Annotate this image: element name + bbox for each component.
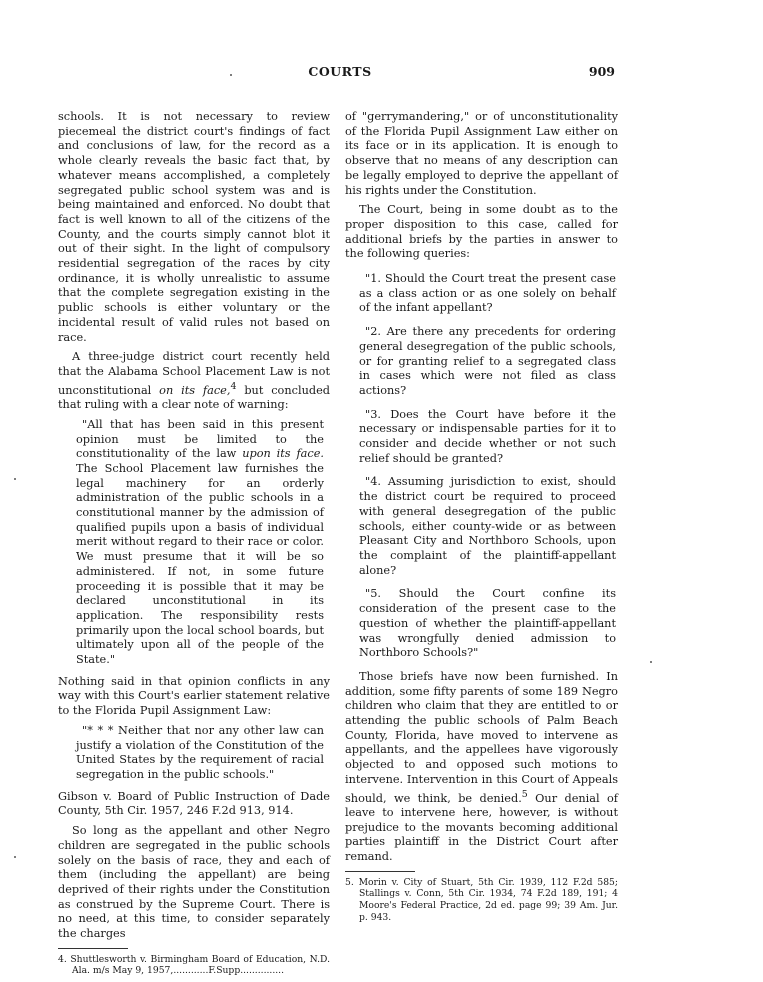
paragraph: Nothing said in that opinion conflicts in any way with this Court's earlier statement relative to the Florida Pupil Assignment Law: bbox=[58, 674, 330, 718]
right-column bbox=[345, 110, 618, 928]
query-list bbox=[359, 272, 616, 661]
scan-speck bbox=[14, 856, 16, 858]
scan-speck bbox=[650, 661, 652, 663]
page-header bbox=[0, 64, 763, 84]
text-run: "All that has been said in this present opinion must be limited to the constitutionality of the law bbox=[76, 417, 324, 461]
running-title: COURTS bbox=[308, 64, 372, 79]
footnote-4: 4. Shuttlesworth v. Birmingham Board of Education, N.D. Ala. m/s May 9, 1957,............F.Supp............... bbox=[58, 953, 330, 977]
text-run: The School Placement law furnishes the legal machinery for an orderly administration of the public schools in a constitutional manner by the admission of qualified pupils upon a basis of individual merit without regard to their race or color. We must presume that it will be so administered. If not, in some future proceeding it is possible that it may be declared unconstitutional in its application. The responsibility rests primarily upon the local school boards, but ultimately upon all of the people of the State." bbox=[76, 461, 324, 667]
paragraph: of "gerrymandering," or of unconstitutionality of the Florida Pupil Assignment Law either on its face or in its application. It is enough to observe that no means of any description can be legally employed to deprive the appellant of his rights under the Constitution. bbox=[345, 110, 618, 197]
quote-text bbox=[76, 418, 324, 668]
footnote-divider bbox=[345, 871, 415, 872]
query-item: "2. Are there any precedents for ordering general desegregation of the public schools, or for granting relief to a segregated class in cases which were not filed as class actions? bbox=[359, 325, 616, 397]
text-run: Our denial of leave to intervene here, however, is without prejudice to the movants becoming additional parties plaintiff in the District Court after remand. bbox=[345, 791, 618, 864]
text-run: A three-judge district court recently held that the Alabama School Placement Law is not unconstitutional bbox=[58, 350, 330, 397]
block-quote bbox=[76, 418, 324, 668]
query-item: "1. Should the Court treat the present case as a class action or as one solely on behalf of the infant appellant? bbox=[359, 272, 616, 315]
paragraph: The Court, being in some doubt as to the proper disposition to this case, called for additional briefs by the parties in answer to the following queries: bbox=[345, 203, 618, 261]
footnote-ref-4: 4 bbox=[230, 380, 237, 392]
paragraph: schools. It is not necessary to review piecemeal the district court's findings of fact and conclusions of law, for the record as a whole clearly reveals the basic fact that, by whatever means accomplished, a completely segregated public school system was and is being maintained and enforced. No doubt that fact is well known to all of the citizens of the County, and the courts simply cannot blot it out of their sight. In the light of compulsory residential segregation of the races by city ordinance, it is wholly unrealistic to assume that the complete segregation existing in the public schools is either voluntary or the incidental result of valid rules not based on race. bbox=[58, 110, 330, 344]
paragraph: So long as the appellant and other Negro children are segregated in the public schools solely on the basis of race, they and each of them (including the appellant) are being deprived of their rights under the Constitution as construed by the Supreme Court. There is no need, at this time, to consider separately the charges bbox=[58, 824, 330, 941]
footnote-ref-5: 5 bbox=[521, 788, 528, 800]
paragraph bbox=[58, 350, 330, 413]
quote-text: "* * * Neither that nor any other law can justify a violation of the Constitution of the United States by the requirement of racial segregation in the public schools." bbox=[76, 723, 324, 781]
scan-speck bbox=[14, 478, 16, 480]
citation: Gibson v. Board of Public Instruction of Dade County, 5th Cir. 1957, 246 F.2d 913, 914. bbox=[58, 789, 330, 818]
text-run: Those briefs have now been furnished. In addition, some fifty parents of some 189 Negro children who claim that they are entitled to or attending the public schools of Palm Beach County, Florida, have moved to intervene as appellants, and the appellees have vigorously objected to and opposed such motions to intervene. Intervention in this Court of Appeals should, we think, be denied. bbox=[345, 669, 618, 805]
footnote-5: 5. Morin v. City of Stuart, 5th Cir. 1939, 112 F.2d 585; Stallings v. Conn, 5th Cir. 1934, 74 F.2d 189, 191; 4 Moore's Federal Practice, 2d ed. page 99; 39 Am. Jur. p. 943. bbox=[345, 876, 618, 923]
page-number: 909 bbox=[588, 64, 615, 79]
text-run: but concluded that ruling with a clear note of warning: bbox=[58, 383, 331, 412]
left-column bbox=[58, 110, 330, 982]
scan-speck bbox=[230, 74, 232, 76]
query-item: "4. Assuming jurisdiction to exist, should the district court be required to proceed with general desegregation of the public schools, either county-wide or as between Pleasant City and Northboro Schools, upon the complaint of the plaintiff-appellant alone? bbox=[359, 475, 616, 577]
paragraph bbox=[345, 670, 618, 865]
block-quote bbox=[76, 724, 324, 783]
query-item: "3. Does the Court have before it the necessary or indispensable parties for it to consider and decide whether or not such relief should be granted? bbox=[359, 407, 616, 465]
query-item: "5. Should the Court confine its consideration of the present case to the question of whether the plaintiff-appellant was wrongfully denied admission to Northboro Schools?" bbox=[359, 587, 616, 660]
emphasis: upon its face. bbox=[242, 447, 324, 461]
emphasis: on its face, bbox=[159, 383, 231, 397]
footnote-divider bbox=[58, 948, 128, 949]
